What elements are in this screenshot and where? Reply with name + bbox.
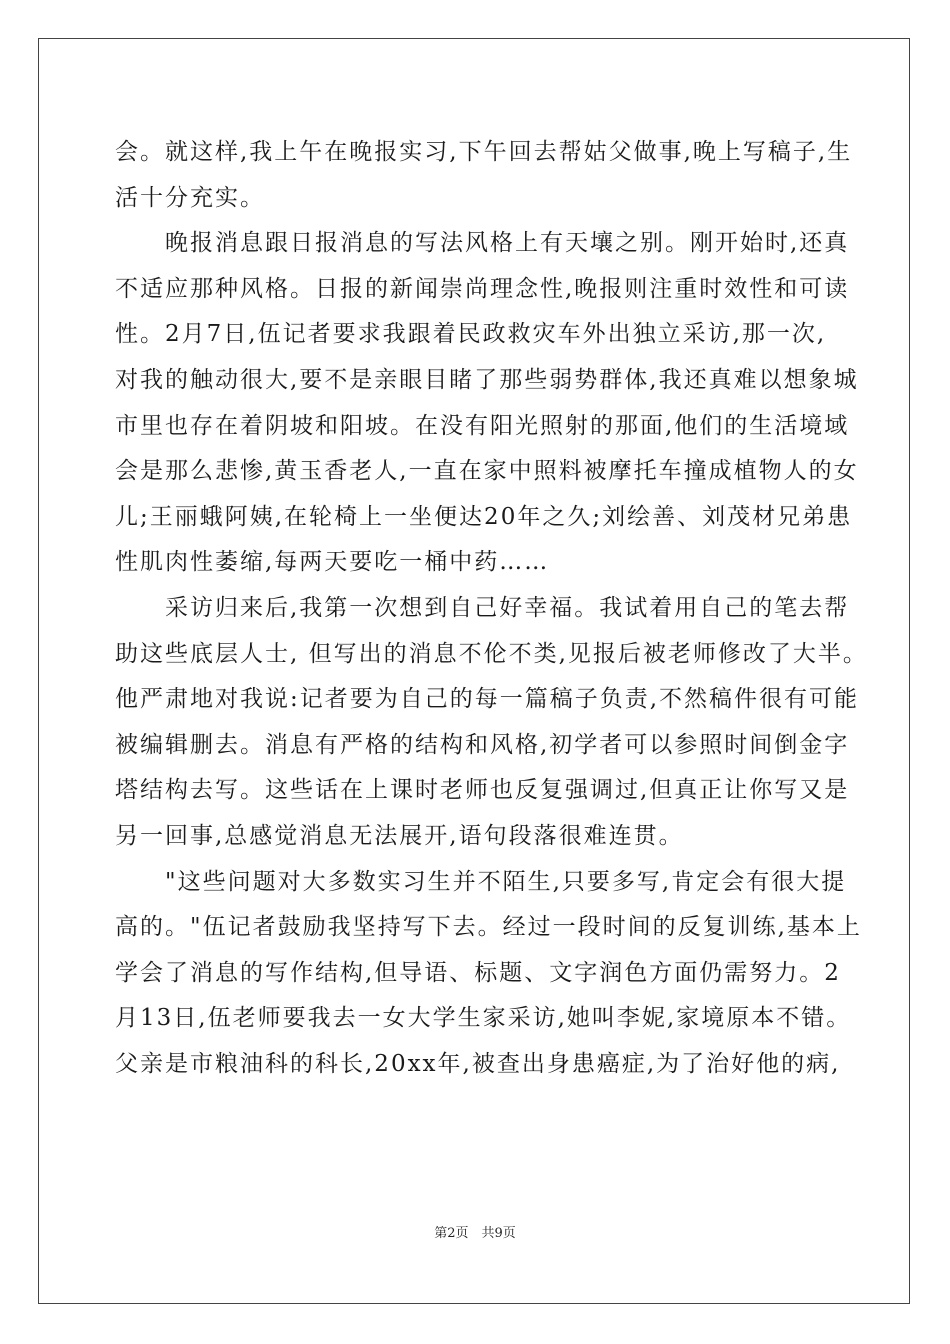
text-line: 儿;王丽蛾阿姨,在轮椅上一坐便达20年之久;刘绘善、刘茂材兄弟患: [115, 503, 853, 530]
text-line: 高的。"伍记者鼓励我坚持写下去。经过一段时间的反复训练,基本上: [115, 914, 862, 941]
text-line: 被编辑删去。消息有严格的结构和风格,初学者可以参照时间倒金字: [115, 731, 850, 758]
text-line: 会是那么悲惨,黄玉香老人,一直在家中照料被摩托车撞成植物人的女: [115, 458, 859, 485]
text-line: 晚报消息跟日报消息的写法风格上有天壤之别。刚开始时,还真: [165, 230, 850, 257]
text-line: 对我的触动很大,要不是亲眼目睹了那些弱势群体,我还真难以想象城: [115, 366, 859, 393]
text-line: 他严肃地对我说:记者要为自己的每一篇稿子负责,不然稿件很有可能: [115, 686, 860, 713]
page-footer: [0, 1222, 950, 1241]
text-line: 塔结构去写。这些话在上课时老师也反复强调过,但真正让你写又是: [115, 777, 850, 804]
text-line: 性。2月7日,伍记者要求我跟着民政救灾车外出独立采访,那一次,: [115, 321, 827, 348]
text-line: 性肌肉性萎缩,每两天要吃一桶中药……: [115, 549, 550, 576]
text-line: "这些问题对大多数实习生并不陌生,只要多写,肯定会有很大提: [165, 868, 847, 895]
text-line: 父亲是市粮油科的科长,20xx年,被查出身患癌症,为了治好他的病,: [115, 1050, 841, 1077]
text-line: 不适应那种风格。日报的新闻崇尚理念性,晚报则注重时效性和可读: [115, 275, 850, 302]
text-line: 月13日,伍老师要我去一女大学生家采访,她叫李妮,家境原本不错。: [115, 1005, 852, 1032]
text-line: 活十分充实。: [115, 184, 265, 211]
text-line: 学会了消息的写作结构,但导语、标题、文字润色方面仍需努力。2: [115, 959, 841, 986]
document-body: [115, 130, 868, 1087]
page-number: 第2页 共9页: [434, 1226, 516, 1241]
text-line: 采访归来后,我第一次想到自己好幸福。我试着用自己的笔去帮: [165, 594, 850, 621]
text-line: 另一回事,总感觉消息无法展开,语句段落很难连贯。: [115, 822, 684, 849]
text-line: 会。就这样,我上午在晚报实习,下午回去帮姑父做事,晚上写稿子,生: [115, 139, 853, 165]
text-line: 市里也存在着阴坡和阳坡。在没有阳光照射的那面,他们的生活境域: [115, 412, 850, 439]
text-line: 助这些底层人士, 但写出的消息不伦不类,见报后被老师修改了大半。: [115, 640, 868, 667]
